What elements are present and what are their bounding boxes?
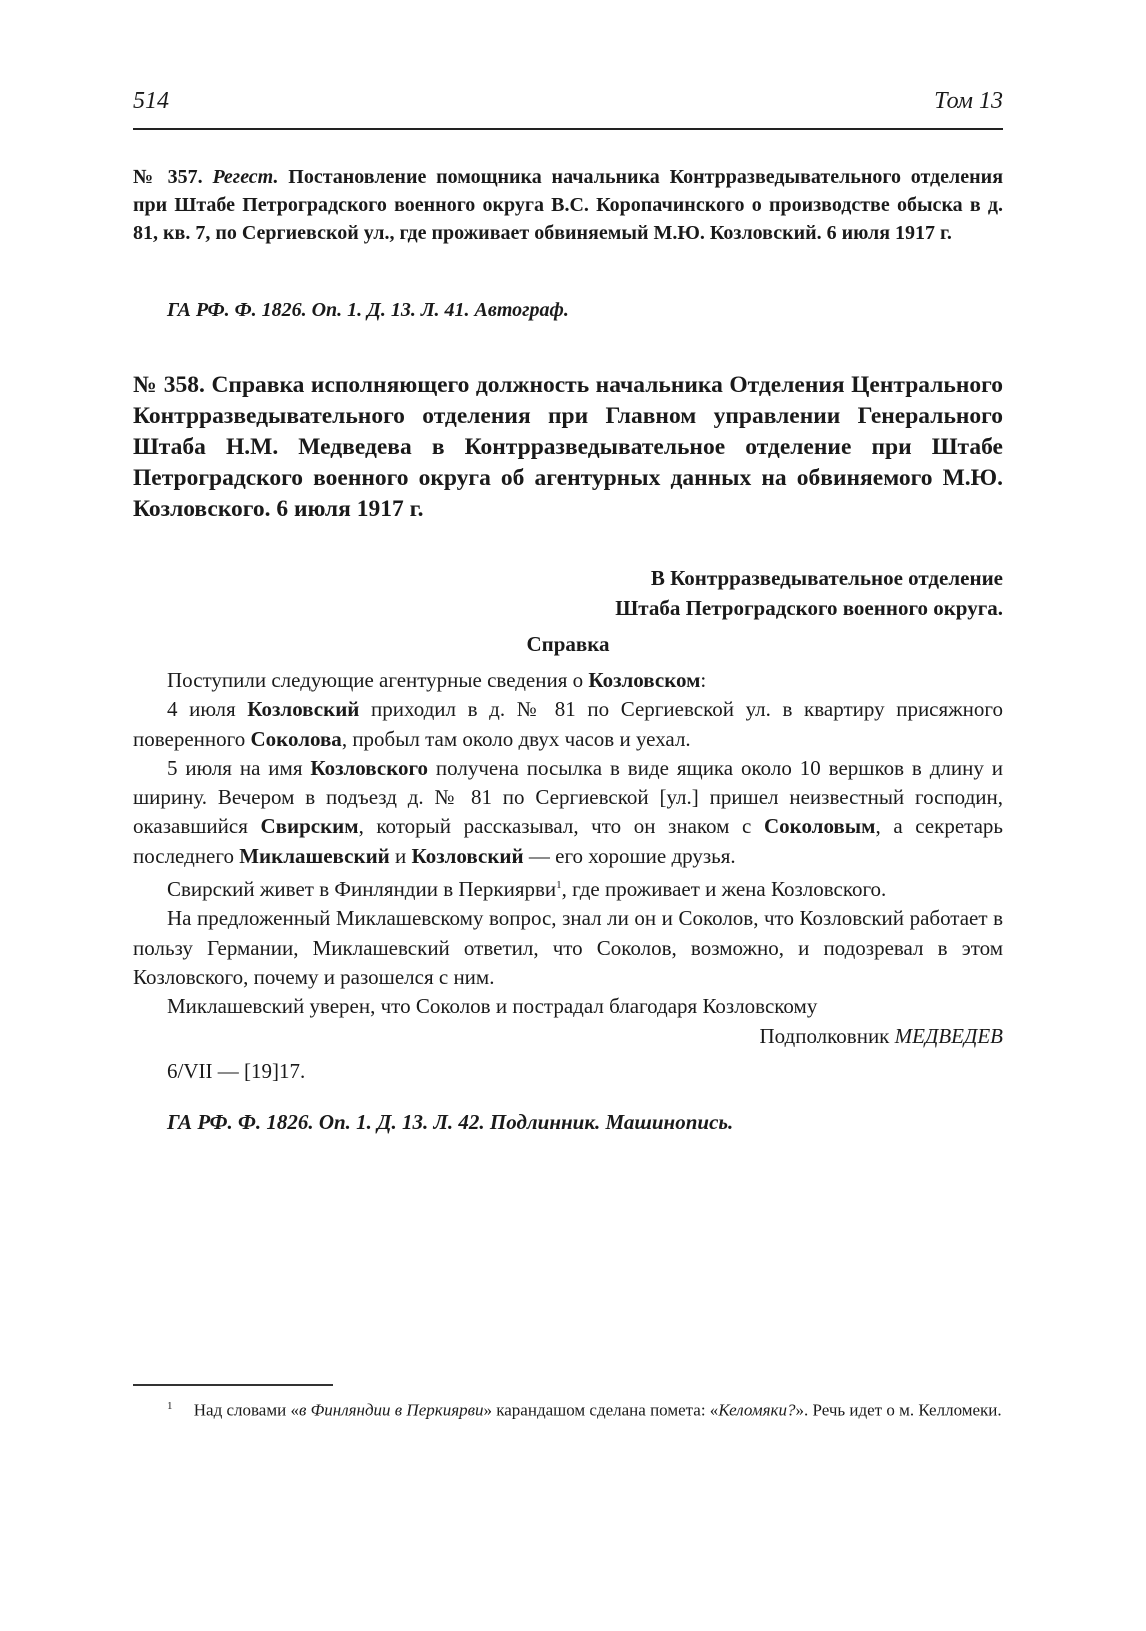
footnote-ref: 1	[556, 879, 562, 892]
body-paragraph	[133, 666, 1003, 695]
volume-label: Том 13	[934, 88, 1003, 114]
name-highlight: Козловский	[411, 843, 524, 868]
text-segment: и	[389, 843, 412, 868]
addressee-line-2: Штаба Петроградского военного округа.	[615, 596, 1003, 620]
doc-357-source: ГА РФ. Ф. 1826. Оп. 1. Д. 13. Л. 41. Автограф.	[167, 299, 569, 321]
page-number: 514	[133, 88, 169, 114]
footnote-rule	[133, 1384, 333, 1386]
doc-357-text: Постановление помощника начальника Контрразведывательного отделения при Штабе Петроградского военного округа В.С. Коропачинского о производстве обыска в д. 81, кв. 7, по Сергиевской ул., где проживает обвиняемый М.Ю. Козловский. 6 июля 1917 г.	[133, 166, 1004, 244]
name-highlight: Козловский	[247, 697, 360, 722]
text-segment: — его хорошие друзья.	[523, 843, 736, 868]
doc-357-number: № 357.	[133, 166, 203, 188]
footnote-marker: 1	[167, 1400, 173, 1412]
text-segment: Миклашевский уверен, что Соколов и пострадал благодаря Козловскому	[167, 994, 818, 1019]
doc-358-heading: № 358. Справка исполняющего должность начальника Отделения Центрального Контрразведывательного отделения при Главном управлении Генерального Штаба Н.М. Медведева в Контрразведывательное отделение при Штабе Петроградского военного округа об агентурных данных на обвиняемого М.Ю. Козловского. 6 июля 1917 г.	[133, 372, 1003, 522]
footnote-text	[133, 1393, 1003, 1424]
signature	[133, 1022, 1003, 1051]
document-date: 6/VII — [19]17.	[167, 1058, 306, 1083]
text-segment: получена посылка в виде ящика около 10 вершков в длину и ширину. Вечером в подъезд д. № 81 по Сергиевской [ул.] пришел неизвестный господин, оказавшийся	[133, 755, 1003, 839]
text-segment: , где проживает и жена Козловского.	[561, 877, 887, 902]
text-segment: На предложенный Миклашевскому вопрос, знал ли он и Соколов, что Козловский работает в пользу Германии, Миклашевский ответил, что Соколов, возможно, и подозревал в этом Козловского, почему и разошелся с ним.	[133, 906, 1003, 989]
text-segment: :	[700, 668, 707, 692]
body-paragraph	[133, 992, 1003, 1021]
document-title: Справка	[526, 632, 610, 656]
text-segment: , пробыл там около двух часов и уехал.	[341, 726, 691, 751]
text-segment: » карандашом сделана помета: «	[483, 1400, 719, 1420]
text-segment: , который рассказывал, что он знаком с	[358, 814, 764, 839]
name-highlight: Свирским	[260, 814, 359, 839]
text-segment: Над словами «	[193, 1400, 299, 1420]
header-rule	[133, 128, 1003, 130]
signature-rank: Подполковник	[759, 1023, 895, 1048]
text-segment: 4 июля	[167, 697, 248, 722]
body-paragraph	[133, 904, 1003, 992]
document-body	[133, 666, 1003, 1137]
name-highlight: Соколова	[250, 726, 342, 751]
body-paragraph	[133, 754, 1003, 871]
signature-name: МЕДВЕДЕВ	[894, 1023, 1003, 1048]
name-highlight: Козловского	[310, 755, 429, 780]
footnote	[133, 1393, 1003, 1424]
text-segment: , а секретарь последнего	[133, 814, 1003, 868]
text-segment: приходил в д. № 81 по Сергиевской ул. в квартиру присяжного поверенного	[133, 697, 1003, 751]
text-segment: Свирский живет в Финляндии в Перкиярви	[167, 877, 557, 902]
doc-357-type: Регест.	[212, 166, 279, 188]
text-segment: Поступили следующие агентурные сведения о	[167, 668, 589, 692]
doc-357-regest	[133, 163, 1003, 247]
doc-358-source: ГА РФ. Ф. 1826. Оп. 1. Д. 13. Л. 42. Подлинник. Машинопись.	[167, 1110, 734, 1135]
name-highlight: Миклашевский	[239, 843, 390, 868]
addressee-line-1: В Контрразведывательное отделение	[650, 566, 1003, 590]
body-paragraph	[133, 695, 1003, 754]
name-highlight: Соколовым	[763, 814, 876, 839]
text-segment: Келомяки?	[718, 1400, 796, 1420]
text-segment: в Финляндии в Перкиярви	[298, 1400, 484, 1420]
text-segment: ». Речь идет о м. Келломеки.	[795, 1400, 1002, 1420]
addressee	[615, 563, 1003, 623]
name-highlight: Козловском	[588, 668, 701, 692]
body-paragraph	[133, 871, 1003, 904]
text-segment: 5 июля на имя	[167, 755, 311, 780]
